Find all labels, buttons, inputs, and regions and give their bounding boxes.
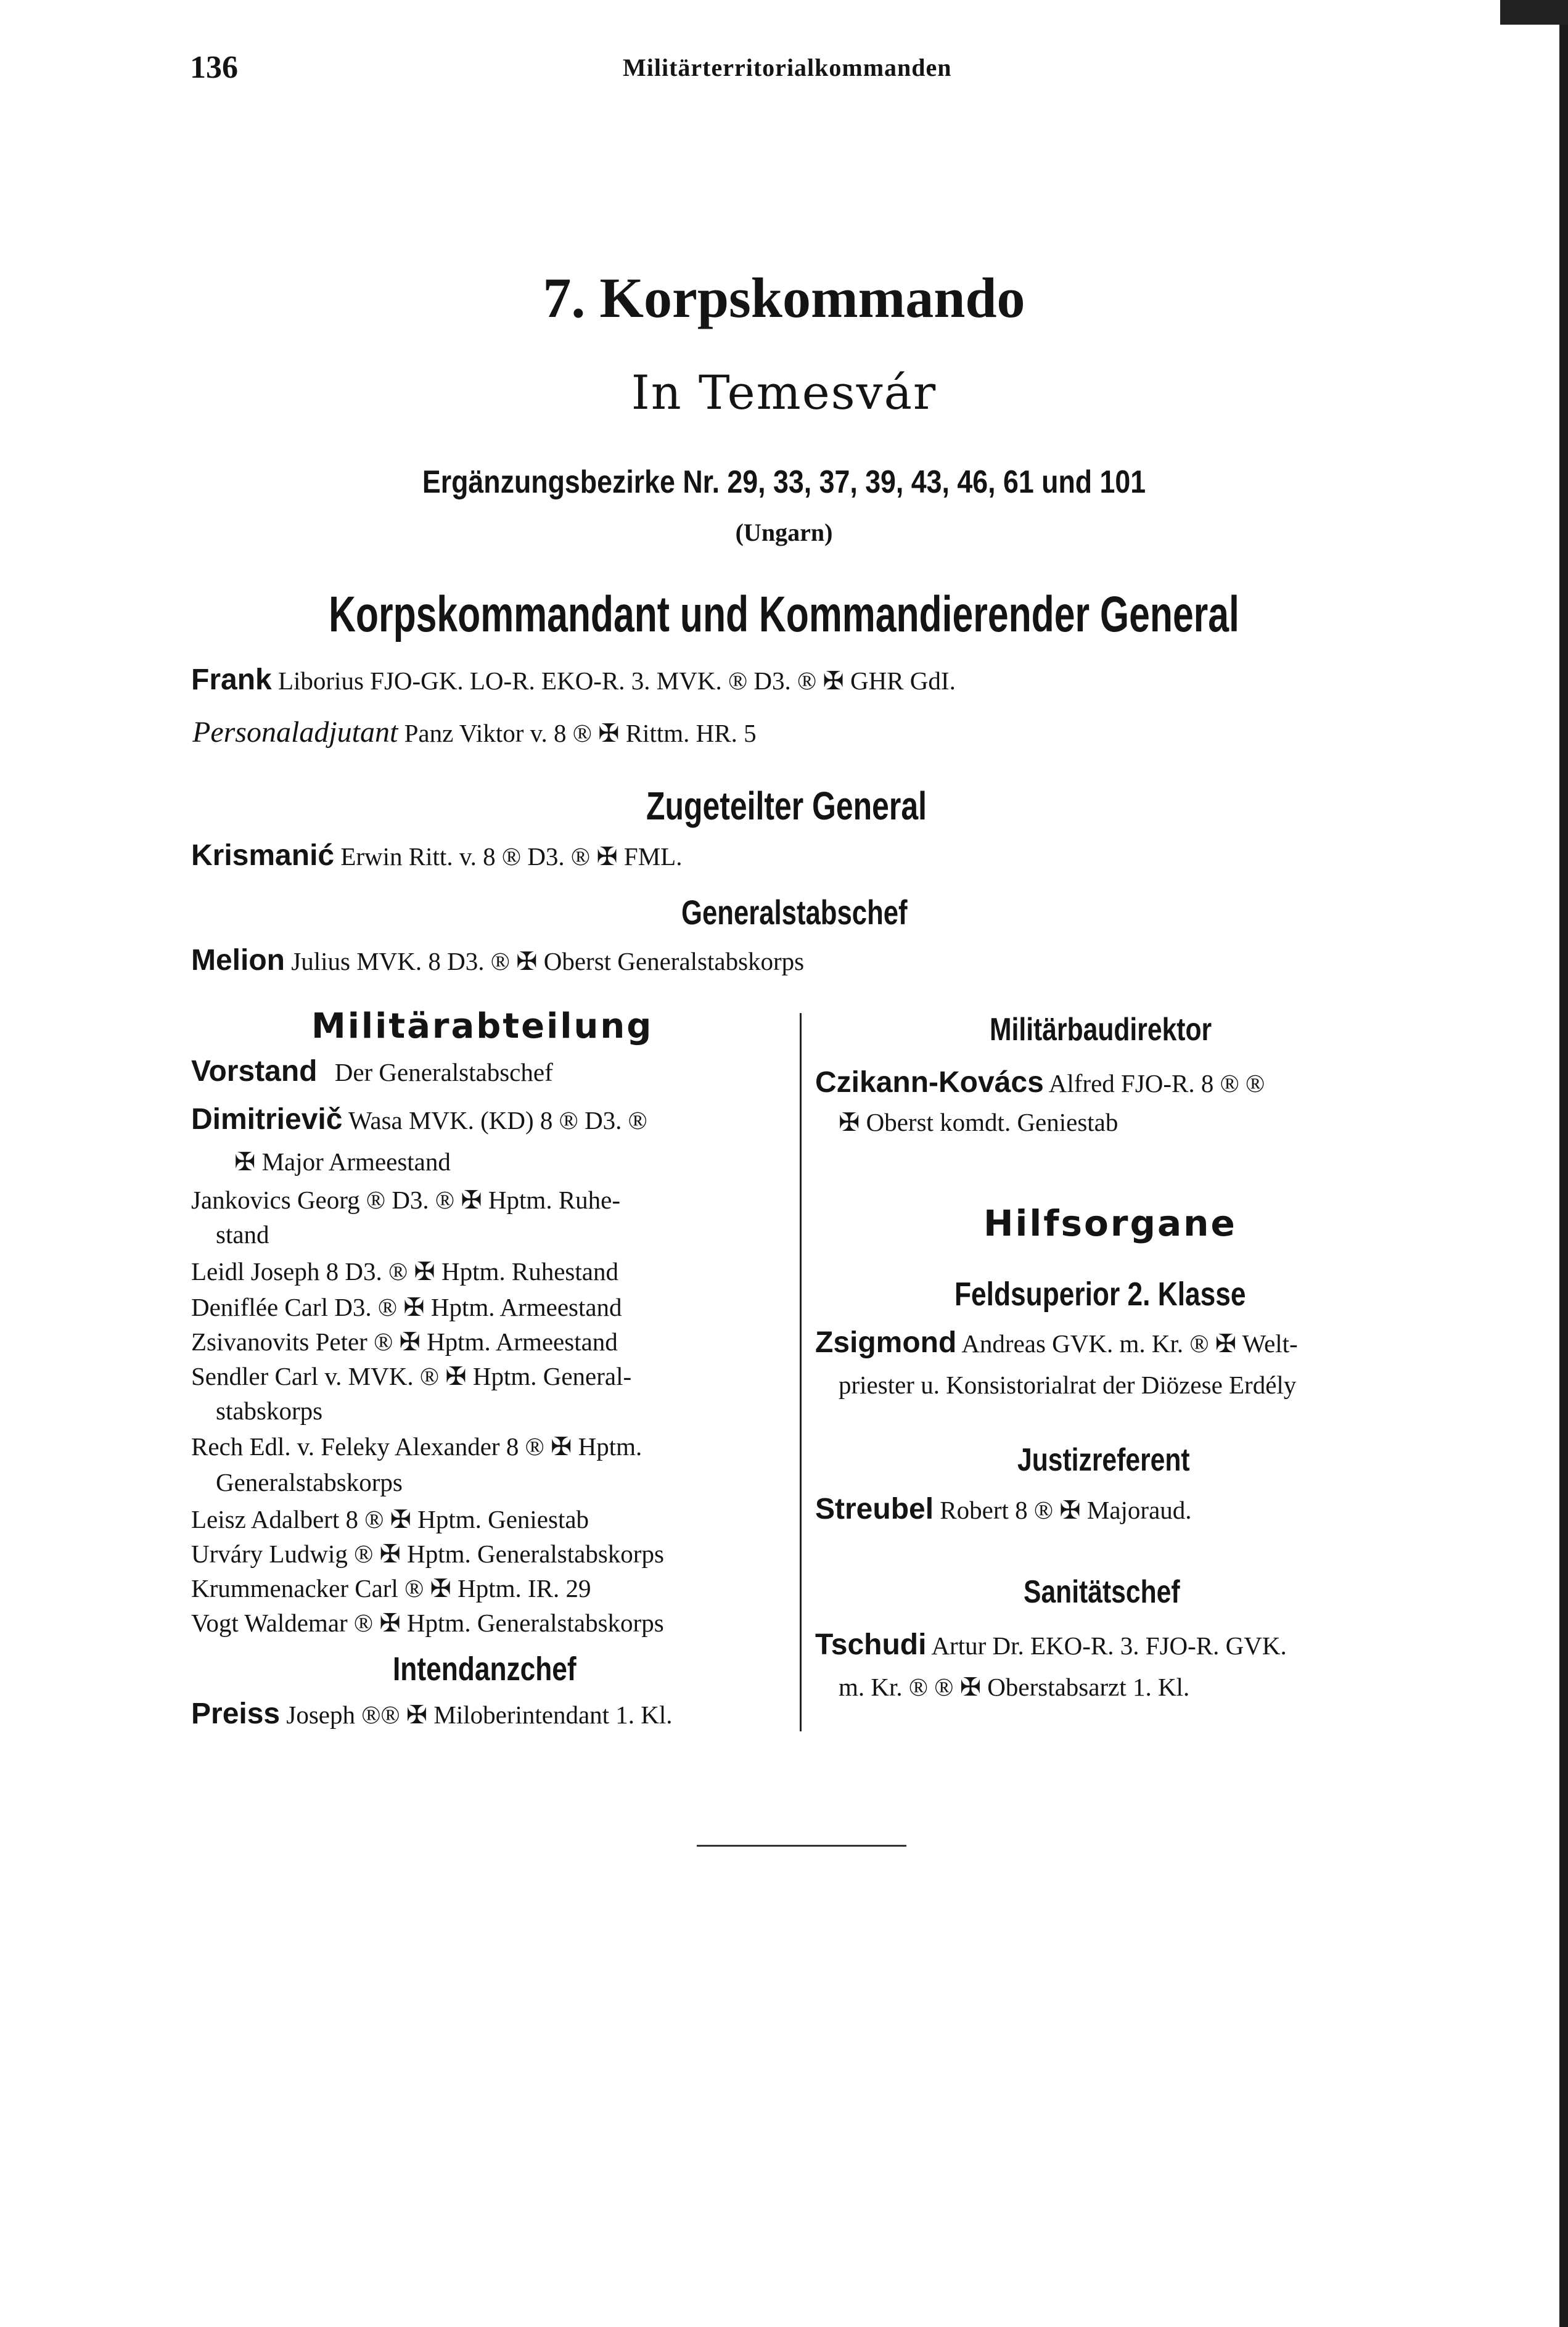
field-superior-heading: Feldsuperior 2. Klasse <box>954 1276 1246 1313</box>
entry-krummenacker: Krummenacker Carl ® ✠ Hptm. IR. 29 <box>191 1574 591 1603</box>
entry-rech: Rech Edl. v. Feleky Alexander 8 ® ✠ Hptm. <box>191 1432 642 1461</box>
location-subtitle: In Temesvár <box>631 365 937 420</box>
entry-name: Tschudi <box>815 1628 927 1661</box>
entry-melion <box>191 943 804 977</box>
entry-details: Panz Viktor v. 8 ® ✠ Rittm. HR. 5 <box>404 719 757 747</box>
entry-details: Der Generalstabschef <box>334 1058 553 1086</box>
entry-name: Streubel <box>815 1493 934 1525</box>
scan-corner-mark <box>1500 0 1568 25</box>
page-number: 136 <box>190 50 238 85</box>
entry-vogt: Vogt Waldemar ® ✠ Hptm. Generalstabskorps <box>191 1609 664 1637</box>
legal-officer-heading: Justizreferent <box>1017 1442 1190 1478</box>
entry-name: Czikann-Kovács <box>815 1066 1044 1099</box>
entry-vorstand <box>191 1054 553 1088</box>
construction-director-heading: Militärbaudirektor <box>990 1012 1212 1048</box>
entry-zsigmond-cont: priester u. Konsistorialrat der Diözese Erdély <box>839 1371 1297 1399</box>
military-department-heading: Militärabteilung <box>311 1006 654 1046</box>
entry-czikann <box>815 1065 1265 1099</box>
entry-urvary: Urváry Ludwig ® ✠ Hptm. Generalstabskorps <box>191 1540 664 1568</box>
entry-sendler-cont: stabskorps <box>216 1397 323 1425</box>
entry-leidl: Leidl Joseph 8 D3. ® ✠ Hptm. Ruhestand <box>191 1257 618 1286</box>
entry-name: Frank <box>191 663 272 696</box>
entry-zsivanovits: Zsivanovits Peter ® ✠ Hptm. Armeestand <box>191 1328 618 1356</box>
entry-frank <box>191 663 956 697</box>
entry-zsigmond <box>815 1326 1298 1360</box>
page-title: 7. Korpskommando <box>543 266 1025 329</box>
entry-name: Krismanić <box>191 839 335 872</box>
entry-dimitrievic-cont: ✠ Major Armeestand <box>234 1147 451 1176</box>
entry-details: Robert 8 ® ✠ Majoraud. <box>940 1496 1192 1524</box>
footer-rule <box>697 1845 906 1847</box>
entry-adjutant <box>192 715 757 749</box>
chief-of-staff-heading: Generalstabschef <box>681 893 908 932</box>
entry-krismanic <box>191 839 682 872</box>
medical-chief-heading: Sanitätschef <box>1024 1574 1180 1610</box>
entry-name: Preiss <box>191 1697 281 1730</box>
entry-details: Wasa MVK. (KD) 8 ® D3. ® <box>348 1106 647 1135</box>
entry-details: Alfred FJO-R. 8 ® ® <box>1048 1069 1265 1098</box>
entry-tschudi-cont: m. Kr. ® ® ✠ Oberstabsarzt 1. Kl. <box>839 1673 1190 1701</box>
entry-jankovics-cont: stand <box>216 1220 269 1249</box>
entry-details: Julius MVK. 8 D3. ® ✠ Oberst Generalstabskorps <box>291 947 805 975</box>
entry-name: Vorstand <box>191 1055 318 1088</box>
commander-heading: Korpskommandant und Kommandierender General <box>329 586 1239 642</box>
entry-details: Liborius FJO-GK. LO-R. EKO-R. 3. MVK. ® D3. ® ✠ GHR GdI. <box>277 667 956 695</box>
entry-details: Artur Dr. EKO-R. 3. FJO-R. GVK. <box>931 1631 1287 1660</box>
adjutant-label: Personaladjutant <box>192 716 398 749</box>
entry-tschudi <box>815 1628 1287 1662</box>
intendant-heading: Intendanzchef <box>393 1651 577 1688</box>
entry-sendler: Sendler Carl v. MVK. ® ✠ Hptm. General- <box>191 1362 632 1390</box>
entry-streubel <box>815 1492 1192 1526</box>
running-title: Militärterritorialkommanden <box>623 54 952 81</box>
entry-jankovics: Jankovics Georg ® D3. ® ✠ Hptm. Ruhe- <box>191 1186 621 1214</box>
assigned-general-heading: Zugeteilter General <box>646 784 927 828</box>
entry-name: Dimitrievič <box>191 1103 343 1136</box>
entry-denifle: Deniflée Carl D3. ® ✠ Hptm. Armeestand <box>191 1293 622 1321</box>
column-divider <box>800 1013 802 1731</box>
entry-preiss <box>191 1697 673 1731</box>
region-line: (Ungarn) <box>735 519 833 546</box>
entry-name: Melion <box>191 944 285 977</box>
entry-details: Andreas GVK. m. Kr. ® ✠ Welt- <box>961 1329 1298 1358</box>
support-bodies-heading: Hilfsorgane <box>983 1202 1237 1244</box>
entry-leisz: Leisz Adalbert 8 ® ✠ Hptm. Geniestab <box>191 1505 589 1533</box>
districts-line: Ergänzungsbezirke Nr. 29, 33, 37, 39, 43, 46, 61 und 101 <box>422 464 1146 500</box>
entry-details: Erwin Ritt. v. 8 ® D3. ® ✠ FML. <box>340 842 683 871</box>
entry-dimitrievic <box>191 1102 647 1136</box>
entry-czikann-cont: ✠ Oberst komdt. Geniestab <box>839 1108 1119 1136</box>
entry-name: Zsigmond <box>815 1326 957 1359</box>
entry-details: Joseph ®® ✠ Miloberintendant 1. Kl. <box>286 1701 673 1729</box>
entry-rech-cont: Generalstabskorps <box>216 1468 403 1496</box>
